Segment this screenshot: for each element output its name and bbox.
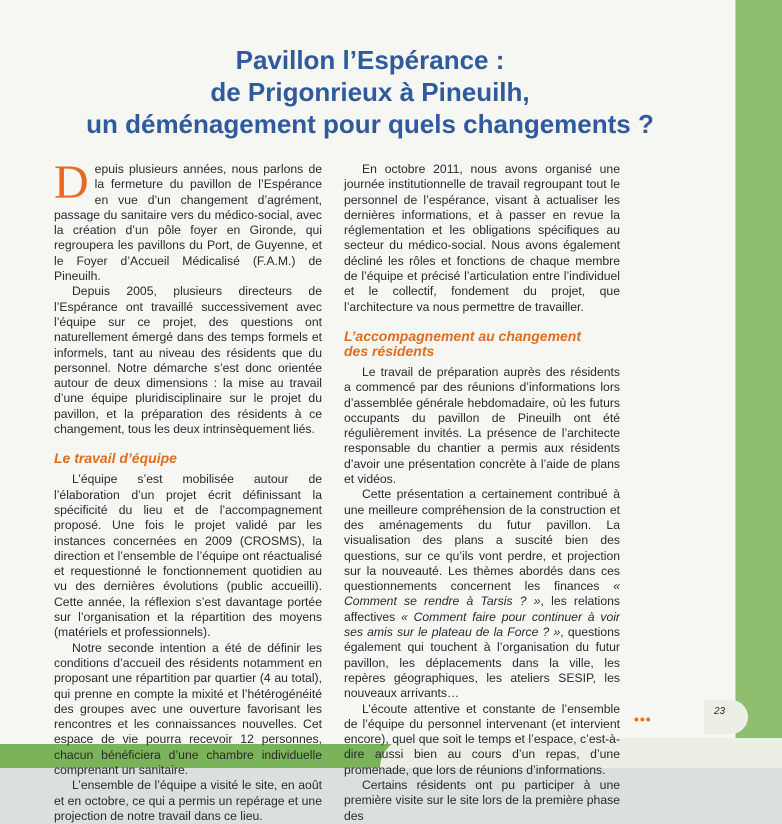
quote: « Comment se rendre à Tarsis ? » <box>344 579 620 609</box>
title-line-1: Pavillon l’Espérance : <box>235 45 505 75</box>
intro-paragraph <box>54 156 322 284</box>
text-run: Cette présentation a certainement contribué à une meilleure compréhension de la construction et des aménagements du futur pavillon. La visualisation des plans a suscité bien des questions, sur ce qu’ils vont perdre, et projection sur la nouveauté. Les thèmes abordés dans ces questionnements concernent les finances <box>344 487 620 594</box>
section-heading-equipe: Le travail d’équipe <box>54 450 177 467</box>
intro-text: epuis plusieurs années, nous parlons de la fermeture du pavillon de l’Espérance en vue d’un changement d’agrément, passage du sanitaire vers du médico-social, avec la création d’un pôle foyer en Gironde, qui regroupera les pavillons du Port, de Guyenne, et le Foyer d’Accueil Médicalisé (F.A.M.) de Pineuilh. <box>54 162 322 284</box>
paragraph: En octobre 2011, nous avons organisé une journée institutionnelle de travail regroupant tout le personnel de l’espérance, visant à actualiser les dernières informations, et à passer en revue la réglementation et les obligations spécifiques au secteur du médico-social. Nous avons également décliné les rôles et fonctions de chaque membre de l’équipe et précisé l’articulation entre l’individuel et le collectif, fondement du projet, que l’architecture va nous permettre de travailler. <box>344 162 620 314</box>
paragraph: Certains résidents ont pu participer à une première visite sur le site lors de la première phase des <box>344 777 620 823</box>
title-line-2: de Prigonrieux à Pineuilh, <box>210 77 530 107</box>
paragraph: Depuis 2005, plusieurs directeurs de l’Espérance ont travaillé successivement avec l’équipe sur ce projet, des questions ont naturellement émergé dans des temps formels et informels, tant au niveau des résidents que du personnel. Notre démarche s’est donc orientée autour de deux dimensions : la mise au travail d’une équipe pluridisciplinaire sur le projet du pavillon, et la préparation des résidents à ce changement, tous les deux intrinsèquement liés. <box>54 284 322 437</box>
paragraph: Notre seconde intention a été de définir les conditions d’accueil des résidents notamment en proposant une répartition par quartier (4 au total), qui prenne en compte la mixité et l’hétérogénéité des groupes avec une ouverture favorisant les rencontres et les connaissances nouvelles. Cet espace de vie pourra recevoir 12 personnes, chacun bénéficiera d’une chambre individuelle comprenant un sanitaire. <box>54 640 322 777</box>
paragraph-with-quotes <box>344 487 620 701</box>
heading-line-1: L’accompagnement au changement <box>344 327 582 344</box>
decorative-dots: ••• <box>634 711 652 727</box>
right-column <box>344 162 620 824</box>
paragraph: L’équipe s’est mobilisée autour de l’élaboration d’un projet écrit définissant la spécificité du lieu et de l’accompagnement proposé. Une fois le projet validé par les instances concernées en 2009 (CROSMS), la direction et l’ensemble de l’équipe ont réactualisé et requestionné le fonctionnement quotidien au vu des dernières évolutions (public accueilli). Cette année, la réflexion s’est davantage portée sur l’organisation et la répartition des moyens (matériels et professionnels). <box>54 472 322 640</box>
text-run: , questions également qui touchent à l’organisation du futur pavillon, les déplacements dans la ville, les repères géographiques, les ateliers SESIP, les nouveaux arrivants… <box>344 625 620 701</box>
drop-cap: D <box>54 156 89 209</box>
heading-line-2: des résidents <box>344 342 435 359</box>
paragraph: Le travail de préparation auprès des résidents a commencé par des réunions d’informations lors d’assemblée générale hebdomadaire, où les futurs occupants du pavillon de Pineuilh ont été régulièrement invités. La présence de l’architecte responsable du chantier a permis aux résidents d’avoir une présentation concrète à l’aide de plans et vidéos. <box>344 364 620 487</box>
paragraph: L’écoute attentive et constante de l’ensemble de l’équipe du personnel intervenant (et intervient encore), quel que soit le temps et l’espace, c’est-à-dire aussi bien au cours d’un repas, d’une promenade, que lors de réunions d’informations. <box>344 701 620 777</box>
text-run: , les relations affectives <box>344 594 620 624</box>
paragraph: L’ensemble de l’équipe a visité le site, en août et en octobre, ce qui a permis un repérage et une projection de notre travail dans ce lieu. <box>54 778 322 823</box>
page-number: 23 <box>714 706 726 717</box>
quote: « Comment faire pour continuer à voir ses amis sur le plateau de la Force ? » <box>344 609 620 640</box>
green-side-band <box>736 0 782 768</box>
article-title <box>40 44 700 140</box>
page-number-tab <box>704 700 748 734</box>
left-column <box>54 156 322 824</box>
title-line-3: un déménagement pour quels changements ? <box>86 109 654 139</box>
section-heading-accompagnement <box>344 329 620 359</box>
